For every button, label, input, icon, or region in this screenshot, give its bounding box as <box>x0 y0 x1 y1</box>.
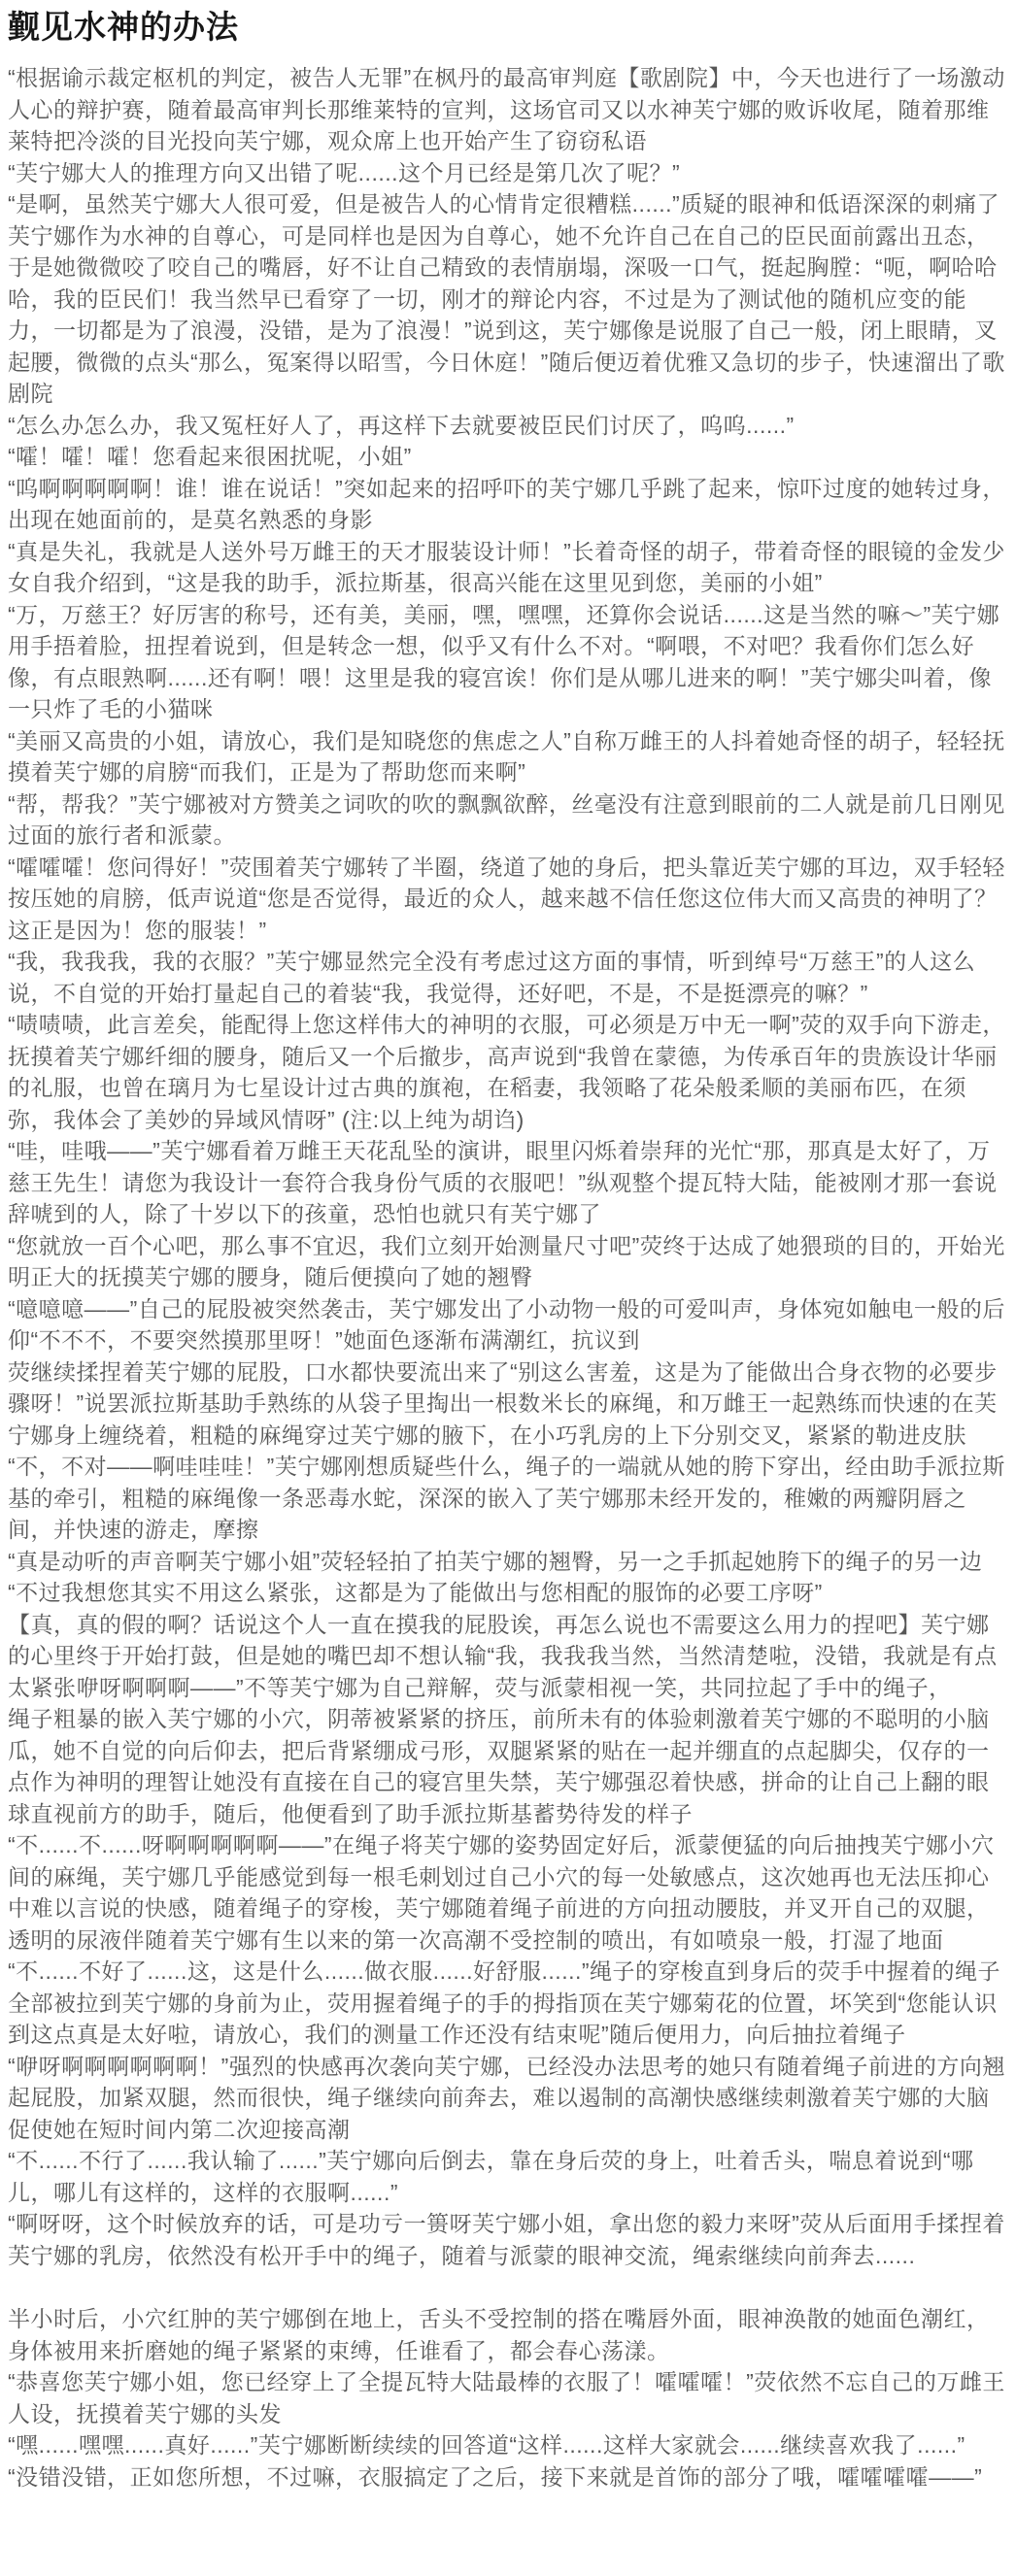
story-paragraph: “万，万慈王？好厉害的称号，还有美，美丽，嘿，嘿嘿，还算你会说话......这是当然的嘛～”芙宁娜用手捂着脸，扭捏着说到，但是转念一想，似乎又有什么不对。“啊喂，不对吧？我看你们怎么好像，有点眼熟啊......还有啊！喂！这里是我的寝宫诶！你们是从哪儿进来的啊！”芙宁娜尖叫着，像一只炸了毛的小猫咪 <box>8 601 1000 721</box>
story-paragraph: “是啊，虽然芙宁娜大人很可爱，但是被告人的心情肯定很糟糕......”质疑的眼神和低语深深的刺痛了芙宁娜作为水神的自尊心，可是同样也是因为自尊心，她不允许自己在自己的臣民面前露出丑态，于是她微微咬了咬自己的嘴唇，好不让自己精致的表情崩塌，深吸一口气，挺起胸膛：“呃，啊哈哈哈，我的臣民们！我当然早已看穿了一切，刚才的辩论内容，不过是为了测试他的随机应变的能力，一切都是为了浪漫，没错，是为了浪漫！”说到这，芙宁娜像是说服了自己一般，闭上眼睛，叉起腰，微微的点头“那么，冤案得以昭雪，今日休庭！”随后便迈着优雅又急切的步子，快速溜出了歌剧院 <box>8 191 1005 406</box>
story-paragraph: “嚯嚯嚯！您问得好！”荧围着芙宁娜转了半圈，绕道了她的身后，把头靠近芙宁娜的耳边，双手轻轻按压她的肩膀，低声说道“您是否觉得，最近的众人，越来越不信任您这位伟大而又高贵的神明了？这正是因为！您的服装！” <box>8 853 1005 943</box>
story-paragraph: “不......不好了......这，这是什么......做衣服......好舒服......”绳子的穿梭直到身后的荧手中握着的绳子全部被拉到芙宁娜的身前为止，荧用握着绳子的手的拇指顶在芙宁娜菊花的位置，坏笑到“您能认识到这点真是太好啦，请放心，我们的测量工作还没有结束呢”随后便用力，向后抽拉着绳子 <box>8 1958 1001 2047</box>
story-paragraph: “根据谕示裁定枢机的判定，被告人无罪”在枫丹的最高审判庭【歌剧院】中，今天也进行了一场激动人心的辩护赛，随着最高审判长那维莱特的宣判，这场官司又以水神芙宁娜的败诉收尾，随着那维莱特把冷淡的目光投向芙宁娜，观众席上也开始产生了窃窃私语 <box>8 65 1005 153</box>
story-paragraph: “啧啧啧，此言差矣，能配得上您这样伟大的神明的衣服，可必须是万中无一啊”荧的双手向下游走，抚摸着芙宁娜纤细的腰身，随后又一个后撤步，高声说到“我曾在蒙德，为传承百年的贵族设计华丽的礼服，也曾在璃月为七星设计过古典的旗袍，在稻妻，我领略了花朵般柔顺的美丽布匹，在须弥，我体会了美妙的异域风情呀” (注:以上纯为胡诌) <box>8 1012 1005 1132</box>
story-paragraph: “哇，哇哦——”芙宁娜看着万雌王天花乱坠的演讲，眼里闪烁着崇拜的光忙“那，那真是太好了，万慈王先生！请您为我设计一套符合我身份气质的衣服吧！”纵观整个提瓦特大陆，能被刚才那一套说辞唬到的人，除了十岁以下的孩童，恐怕也就只有芙宁娜了 <box>8 1138 998 1226</box>
story-paragraph: “您就放一百个心吧，那么事不宜迟，我们立刻开始测量尺寸吧”荧终于达成了她猥琐的目的，开始光明正大的抚摸芙宁娜的腰身，随后便摸向了她的翘臀 <box>8 1232 1005 1289</box>
story-paragraph: 半小时后，小穴红肿的芙宁娜倒在地上，舌头不受控制的搭在嘴唇外面，眼神涣散的她面色潮红，身体被用来折磨她的绳子紧紧的束缚，任谁看了，都会春心荡漾。 <box>8 2306 990 2363</box>
story-paragraph: “美丽又高贵的小姐，请放心，我们是知晓您的焦虑之人”自称万雌王的人抖着她奇怪的胡子，轻轻抚摸着芙宁娜的肩膀“而我们，正是为了帮助您而来啊” <box>8 727 1005 785</box>
story-paragraph: “不......不......呀啊啊啊啊啊——”在绳子将芙宁娜的姿势固定好后，派蒙便猛的向后抽拽芙宁娜小穴间的麻绳，芙宁娜几乎能感觉到每一根毛刺划过自己小穴的每一处敏感点，这次她再也无法压抑心中难以言说的快感，随着绳子的穿梭，芙宁娜随着绳子前进的方向扭动腰肢，并叉开自己的双腿，透明的尿液伴随着芙宁娜有生以来的第一次高潮不受控制的喷出，有如喷泉一般，打湿了地面 <box>8 1832 995 1953</box>
story-paragraph: “啊呀呀，这个时候放弃的话，可是功亏一篑呀芙宁娜小姐，拿出您的毅力来呀”荧从后面用手揉捏着芙宁娜的乳房，依然没有松开手中的绳子，随着与派蒙的眼神交流，绳索继续向前奔去...... <box>8 2211 1005 2268</box>
story-paragraph: 荧继续揉捏着芙宁娜的屁股，口水都快要流出来了“别这么害羞，这是为了能做出合身衣物的必要步骤呀！”说罢派拉斯基助手熟练的从袋子里掏出一根数米长的麻绳，和万雌王一起熟练而快速的在芙宁娜身上缠绕着，粗糙的麻绳穿过芙宁娜的腋下，在小巧乳房的上下分别交叉，紧紧的勒进皮肤 <box>8 1358 998 1448</box>
story-paragraph: “噫噫噫——”自己的屁股被突然袭击，芙宁娜发出了小动物一般的可爱叫声，身体宛如触电一般的后仰“不不不，不要突然摸那里呀！”她面色逐渐布满潮红，抗议到 <box>8 1295 1005 1353</box>
story-paragraph: “真是失礼，我就是人送外号万雌王的天才服装设计师！”长着奇怪的胡子，带着奇怪的眼镜的金发少女自我介绍到，“这是我的助手，派拉斯基，很高兴能在这里见到您，美丽的小姐” <box>8 538 1005 595</box>
paragraph-gap <box>8 2271 1006 2303</box>
story-paragraph: 绳子粗暴的嵌入芙宁娜的小穴，阴蒂被紧紧的挤压，前所未有的体验刺激着芙宁娜的不聪明的小脑瓜，她不自觉的向后仰去，把后背紧绷成弓形，双腿紧紧的贴在一起并绷直的点起脚尖，仅存的一点作为神明的理智让她没有直接在自己的寝宫里失禁，芙宁娜强忍着快感，拼命的让自己上翻的眼球直视前方的助手，随后，他便看到了助手派拉斯基蓄势待发的样子 <box>8 1706 990 1826</box>
story-paragraph: “恭喜您芙宁娜小姐，您已经穿上了全提瓦特大陆最棒的衣服了！嚯嚯嚯！”荧依然不忘自己的万雌王人设，抚摸着芙宁娜的头发 <box>8 2369 1005 2426</box>
story-paragraph: “咿呀啊啊啊啊啊啊！”强烈的快感再次袭向芙宁娜，已经没办法思考的她只有随着绳子前进的方向翘起屁股，加紧双腿，然而很快，绳子继续向前奔去，难以遏制的高潮快感继续刺激着芙宁娜的大脑促使她在短时间内第二次迎接高潮 <box>8 2053 1005 2142</box>
story-paragraph: 【真，真的假的啊？话说这个人一直在摸我的屁股诶，再怎么说也不需要这么用力的捏吧】芙宁娜的心里终于开始打鼓，但是她的嘴巴却不想认输“我，我我我当然，当然清楚啦，没错，我就是有点太紧张咿呀啊啊啊——”不等芙宁娜为自己辩解，荧与派蒙相视一笑，共同拉起了手中的绳子， <box>8 1611 998 1700</box>
story-paragraph: “帮，帮我？”芙宁娜被对方赞美之词吹的吹的飘飘欲醉，丝毫没有注意到眼前的二人就是前几日刚见过面的旅行者和派蒙。 <box>8 790 1005 848</box>
story-paragraph: “不......不行了......我认输了......”芙宁娜向后倒去，靠在身后荧的身上，吐着舌头，喘息着说到“哪儿，哪儿有这样的，这样的衣服啊......” <box>8 2148 974 2205</box>
story-body <box>8 62 1006 2492</box>
story-paragraph: “没错没错，正如您所想，不过嘛，衣服搞定了之后，接下来就是首饰的部分了哦，嚯嚯嚯嚯——” <box>8 2463 983 2490</box>
story-paragraph: “不，不对——啊哇哇哇！”芙宁娜刚想质疑些什么，绳子的一端就从她的胯下穿出，经由助手派拉斯基的牵引，粗糙的麻绳像一条恶毒水蛇，深深的嵌入了芙宁娜那未经开发的，稚嫩的两瓣阴唇之间，并快速的游走，摩擦 <box>8 1454 1005 1542</box>
story-paragraph: “芙宁娜大人的推理方向又出错了呢......这个月已经是第几次了呢？” <box>8 159 681 185</box>
story-paragraph: “我，我我我，我的衣服？”芙宁娜显然完全没有考虑过这方面的事情，听到绰号“万慈王”的人这么说，不自觉的开始打量起自己的着装“我，我觉得，还好吧，不是，不是挺漂亮的嘛？” <box>8 949 976 1006</box>
story-paragraph: “怎么办怎么办，我又冤枉好人了，再这样下去就要被臣民们讨厌了，呜呜......” <box>8 412 795 438</box>
story-paragraph: “呜啊啊啊啊啊！谁！谁在说话！”突如起来的招呼吓的芙宁娜几乎跳了起来，惊吓过度的她转过身，出现在她面前的，是莫名熟悉的身影 <box>8 475 1005 532</box>
story-paragraph: “嘿......嘿嘿......真好......”芙宁娜断断续续的回答道“这样......这样大家就会......继续喜欢我了......” <box>8 2432 965 2458</box>
story-paragraph: “真是动听的声音啊芙宁娜小姐”荧轻轻拍了拍芙宁娜的翘臀，另一之手抓起她胯下的绳子的另一边“不过我想您其实不用这么紧张，这都是为了能做出与您相配的服饰的必要工序呀” <box>8 1548 983 1605</box>
page-title: 觐见水神的办法 <box>8 9 239 45</box>
story-paragraph: “嚯！嚯！嚯！您看起来很困扰呢，小姐” <box>8 444 412 469</box>
